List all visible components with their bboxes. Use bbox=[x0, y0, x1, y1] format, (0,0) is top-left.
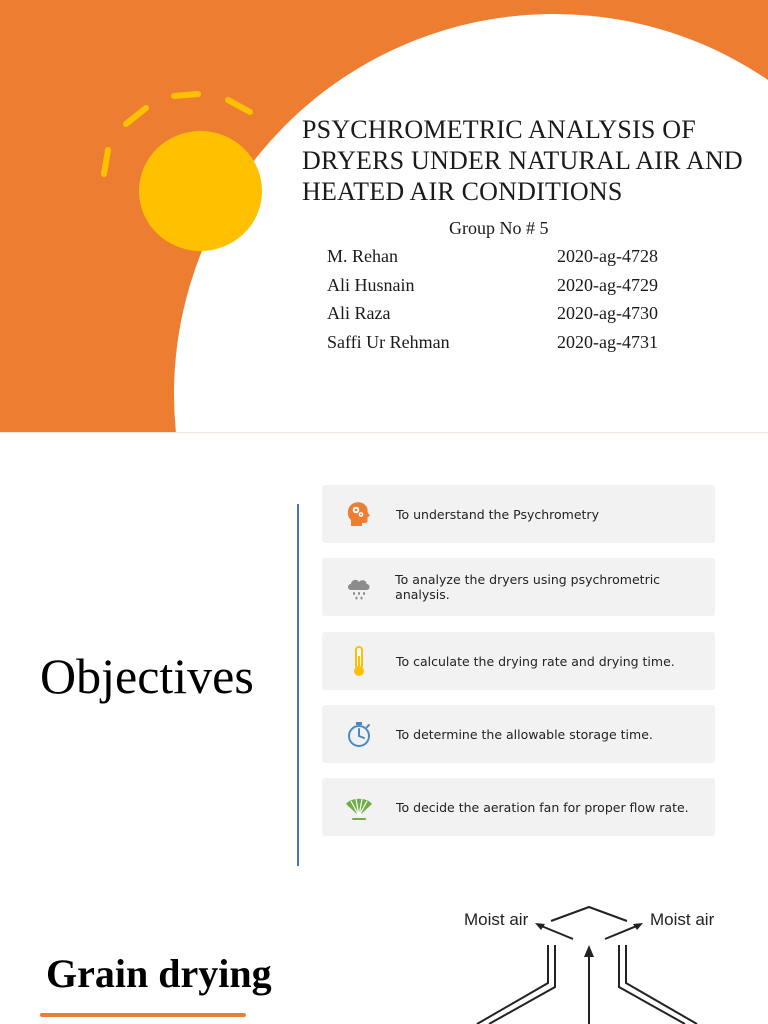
objective-card bbox=[322, 705, 715, 763]
thermometer-icon bbox=[322, 632, 396, 690]
grain-drying-heading: Grain drying bbox=[46, 951, 272, 996]
objective-card bbox=[322, 558, 715, 616]
member-row bbox=[327, 246, 687, 275]
cloud-rain-icon bbox=[322, 558, 395, 616]
objective-text: To decide the aeration fan for proper flow rate. bbox=[396, 799, 689, 815]
head-gears-icon bbox=[322, 485, 396, 543]
objectives-heading: Objectives bbox=[40, 648, 254, 704]
objective-card bbox=[322, 632, 715, 690]
member-name: Ali Husnain bbox=[327, 274, 415, 295]
objective-text: To calculate the drying rate and drying time. bbox=[396, 653, 675, 669]
member-row bbox=[327, 332, 687, 361]
heading-underline bbox=[40, 1013, 246, 1017]
title-slide bbox=[0, 0, 768, 432]
stopwatch-icon bbox=[322, 705, 396, 763]
grain-dryer-diagram bbox=[455, 895, 755, 1024]
slide-divider bbox=[0, 432, 768, 433]
sun-icon bbox=[139, 131, 262, 251]
presentation-title: PSYCHROMETRIC ANALYSIS OF DRYERS UNDER NATURAL AIR AND HEATED AIR CONDITIONS bbox=[302, 115, 743, 206]
member-id: 2020-ag-4728 bbox=[557, 246, 658, 266]
dryer-outline-graphic bbox=[455, 895, 755, 1024]
objective-card bbox=[322, 778, 715, 836]
member-name: M. Rehan bbox=[327, 246, 398, 266]
member-row bbox=[327, 303, 687, 332]
member-name: Saffi Ur Rehman bbox=[327, 331, 450, 352]
fan-icon bbox=[322, 778, 396, 836]
vertical-divider bbox=[297, 504, 299, 866]
objective-card bbox=[322, 485, 715, 543]
objective-text: To determine the allowable storage time. bbox=[396, 726, 653, 742]
member-list bbox=[327, 246, 687, 360]
moist-air-label-right: Moist air bbox=[650, 910, 715, 929]
moist-air-label-left: Moist air bbox=[464, 910, 529, 929]
member-name: Ali Raza bbox=[327, 303, 391, 323]
member-id: 2020-ag-4731 bbox=[557, 331, 658, 352]
member-row bbox=[327, 275, 687, 304]
objective-text: To analyze the dryers using psychrometric analysis. bbox=[395, 572, 661, 602]
member-id: 2020-ag-4730 bbox=[557, 303, 658, 323]
objective-text: To understand the Psychrometry bbox=[396, 506, 599, 522]
member-id: 2020-ag-4729 bbox=[557, 274, 658, 295]
group-label: Group No # 5 bbox=[449, 218, 549, 238]
